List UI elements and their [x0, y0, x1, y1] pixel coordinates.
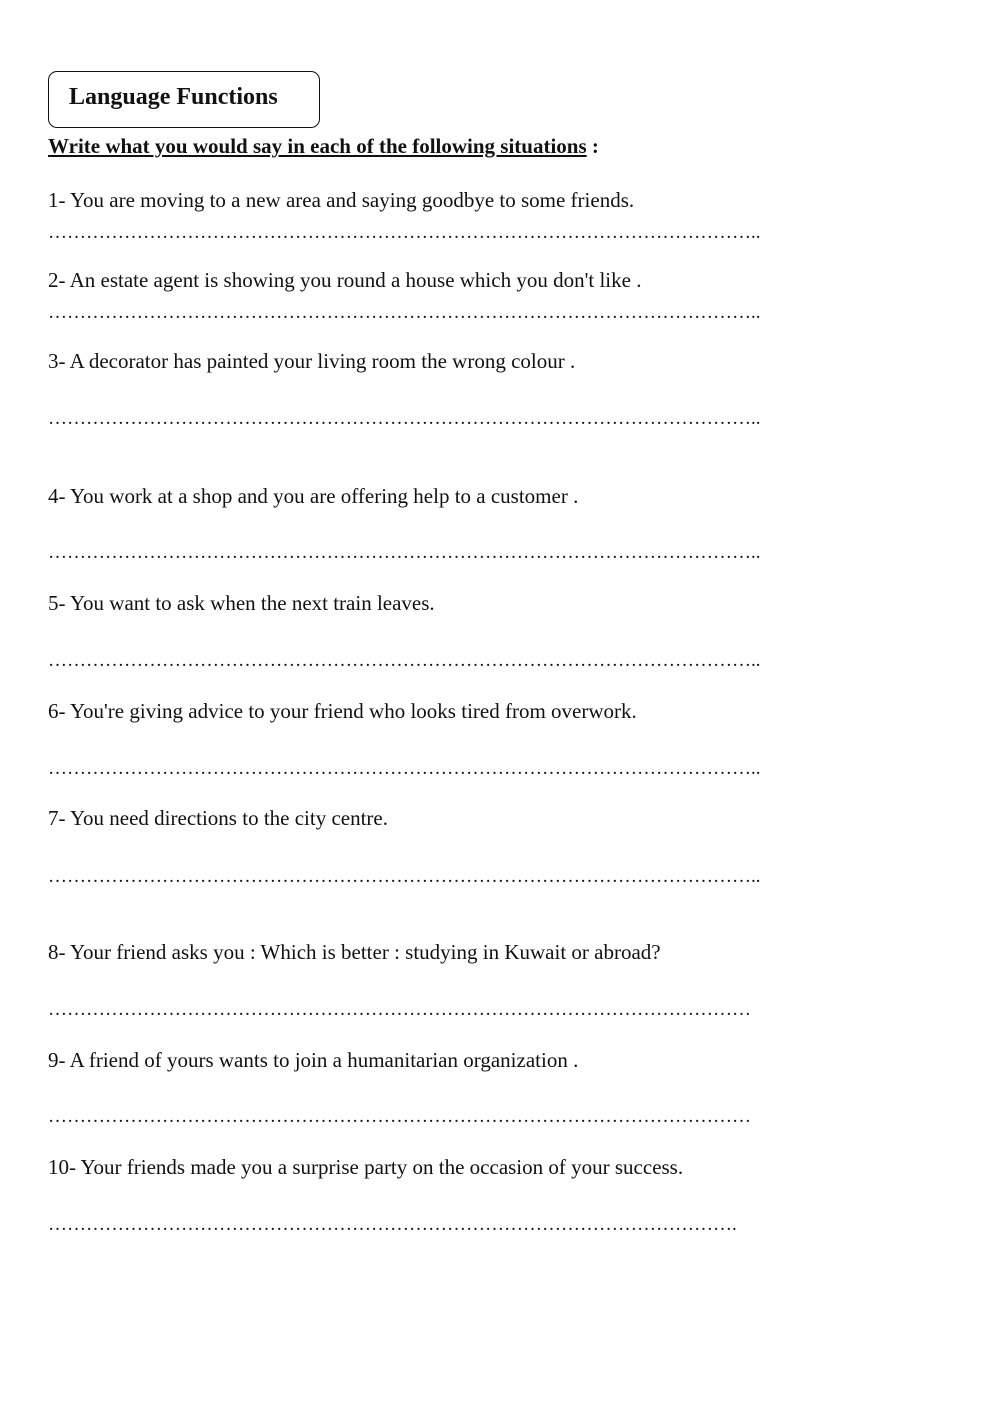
answer-line-3[interactable]: …………………………………………………………………………………………………..	[48, 408, 761, 429]
question-1: 1- You are moving to a new area and saying goodbye to some friends.	[48, 188, 635, 212]
question-3: 3- A decorator has painted your living room the wrong colour .	[48, 349, 576, 373]
answer-line-5[interactable]: …………………………………………………………………………………………………..	[48, 650, 761, 671]
question-6: 6- You're giving advice to your friend who looks tired from overwork.	[48, 699, 637, 723]
question-4: 4- You work at a shop and you are offering help to a customer .	[48, 484, 579, 508]
answer-line-2[interactable]: …………………………………………………………………………………………………..	[48, 302, 761, 323]
title-box	[48, 71, 320, 128]
question-8: 8- Your friend asks you : Which is better : studying in Kuwait or abroad?	[48, 940, 661, 964]
question-2: 2- An estate agent is showing you round a house which you don't like .	[48, 268, 642, 292]
instruction-suffix: :	[586, 134, 599, 158]
answer-line-1[interactable]: …………………………………………………………………………………………………..	[48, 222, 761, 243]
answer-line-10[interactable]: ……………………………………………………………………………………………….	[48, 1214, 737, 1235]
question-10: 10- Your friends made you a surprise party on the occasion of your success.	[48, 1155, 684, 1179]
answer-line-8[interactable]: …………………………………………………………………………………………………	[48, 999, 751, 1020]
answer-line-7[interactable]: …………………………………………………………………………………………………..	[48, 866, 761, 887]
answer-line-6[interactable]: …………………………………………………………………………………………………..	[48, 758, 761, 779]
question-7: 7- You need directions to the city centre.	[48, 806, 388, 830]
instruction	[48, 134, 599, 159]
answer-line-4[interactable]: …………………………………………………………………………………………………..	[48, 542, 761, 563]
page-title: Language Functions	[69, 84, 278, 110]
question-9: 9- A friend of yours wants to join a humanitarian organization .	[48, 1048, 579, 1072]
instruction-text: Write what you would say in each of the following situations	[48, 134, 587, 158]
question-5: 5- You want to ask when the next train leaves.	[48, 591, 435, 615]
answer-line-9[interactable]: …………………………………………………………………………………………………	[48, 1106, 751, 1127]
